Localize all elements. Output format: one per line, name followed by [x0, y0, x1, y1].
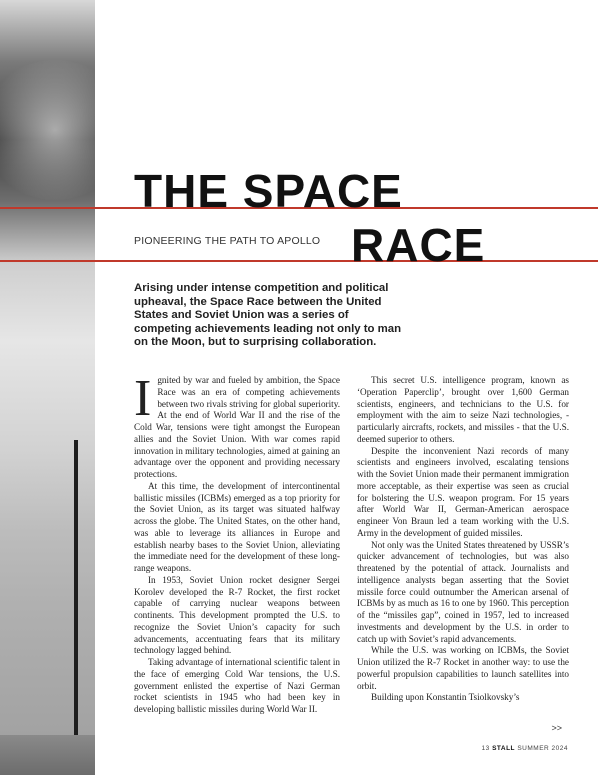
continue-marker: >> — [551, 723, 562, 733]
body-column-2 — [357, 375, 569, 704]
photo-launch-tower — [74, 440, 78, 775]
issue-label: SUMMER 2024 — [517, 745, 568, 752]
body-paragraph: Despite the inconvenient Nazi records of many scientists and engineers involved, escalating tensions with the Soviet Union made their permanent immigration more acceptable, as their expertise was seen as crucial for bolstering the U.S. weapon program. For 15 years after World War II, German-American aerospace engineer Von Braun led a team working with the U.S. Army in the development of guided missiles. — [357, 445, 569, 538]
headline-subtitle: PIONEERING THE PATH TO APOLLO — [134, 235, 321, 247]
body-column-1 — [134, 370, 340, 716]
headline-line-1: THE SPACE — [134, 165, 403, 217]
standfirst: Arising under intense competition and political upheaval, the Space Race between the United States and Soviet Union was a series of competing achievements leading not only to man on the Moon, but to surprising collaboration. — [134, 282, 402, 349]
headline-line-2: RACE — [351, 219, 486, 271]
photo-ground — [0, 735, 95, 775]
drop-cap: I — [134, 370, 152, 427]
photo-cloud — [0, 60, 95, 200]
title-rule-bottom — [0, 260, 598, 262]
body-paragraph: Not only was the United States threatened by USSR’s quicker advancement of technologies, but was also threatened by the potential of attack. Journalists and intelligence analysts began asserting that the Soviet missile force could outnumber the American arsenal of ICBMs by as much as 16 to one by 1960. This perception of the “missiles gap”, coined in 1957, led to increased investments and development by the U.S. in order to catch up with Soviet’s rapid advancements. — [357, 539, 569, 644]
cover-photo-strip — [0, 0, 95, 775]
body-paragraph: Taking advantage of international scientific talent in the face of emerging Cold War tensions, the U.S. government enlisted the expertise of Nazi German rocket scientists in 1945 who had been key in developing ballistic missiles during World War II. — [134, 657, 340, 714]
body-paragraph: At this time, the development of intercontinental ballistic missiles (ICBMs) emerged as a top priority for the Soviet Union, as its target was situated halfway across the globe. The United States, on the other hand, was able to leverage its alliances in Europe and establish nearby bases to the Soviet Union, alleviating the immediate need for the development of these long-range weapons. — [134, 480, 340, 573]
body-paragraph: While the U.S. was working on ICBMs, the Soviet Union utilized the R-7 Rocket in another way: to use the powerful propulsion capabilities to launch satellites into orbit. — [357, 645, 569, 691]
magazine-name: STALL — [492, 745, 516, 752]
body-paragraph: In 1953, Soviet Union rocket designer Sergei Korolev developed the R-7 Rocket, the first rocket capable of carrying nuclear weapons between continents. This development prompted the U.S. to recognize the Soviet Union’s capacity for such advancements, accentuating fears that its military technology lagged behind. — [134, 574, 340, 656]
page-footer — [482, 745, 568, 752]
body-paragraph: Building upon Konstantin Tsiolkovsky’s — [371, 692, 520, 703]
body-paragraph-text: gnited by war and fueled by ambition, the Space Race was an era of competing achievements between two rivals striving for global superiority. At the end of World War II and the rise of the Cold War, tensions were tight amongst the European allies and the Soviet Union. With war comes rapid innovation in military technologies, aimed at gaining an advantage over the opponent and providing necessary protections. — [134, 375, 340, 479]
page-number: 13 — [481, 745, 490, 752]
body-paragraph — [134, 370, 340, 481]
body-paragraph: This secret U.S. intelligence program, known as ‘Operation Paperclip’, brought over 1,600 German scientists, engineers, and technicians to the U.S. for employment with the aim to seize Nazi technologies, - particularly aircrafts, rockets, and missiles - that the U.S. deemed superior to others. — [357, 375, 569, 444]
